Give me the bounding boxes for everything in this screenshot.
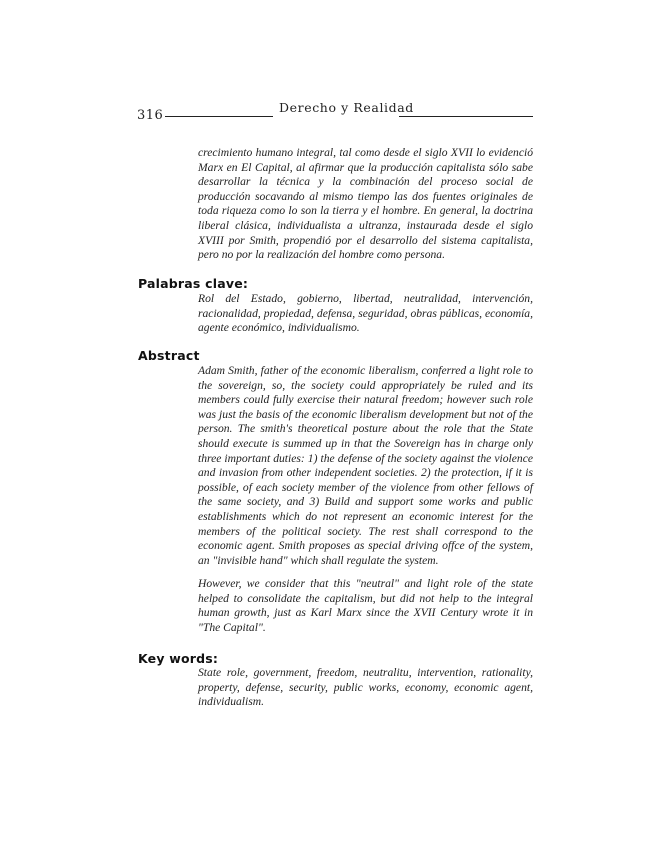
header-rule-right xyxy=(399,116,533,117)
running-header xyxy=(137,100,533,122)
palabras-clave-heading: Palabras clave: xyxy=(138,276,249,291)
intro-paragraph: crecimiento humano integral, tal como desde el siglo XVII lo evidenció Marx en El Capital, al afirmar que la producción capitalista sólo sabe desarrollar la técnica y la combinación del proceso social de producción socavando al mismo tiempo las dos fuentes originales de toda riqueza como lo son la tierra y el hombre. En general, la doctrina liberal clásica, individualista a ultranza, instaurada desde el siglo XVIII por Smith, propendió por el desarrollo del sistema capitalista, pero no por la realización del hombre como persona. xyxy=(198,146,533,262)
abstract-paragraph-1: Adam Smith, father of the economic liberalism, conferred a light role to the sovereign, so, the society could appropriately be ruled and its members could fully exercise their natural freedom; however such role was just the basis of the economic liberalism development but not of the person. The smith's theoretical posture about the role that the State should execute is summed up in that the Sovereign has in charge only three important duties: 1) the defense of the society against the violence and invasion from other independent societies. 2) the protection, if it is possible, of each society member of the violence from other fellows of the same society, and 3) Build and support some works and public establishments which do not represent an economic interest for the members of the political society. The rest shall correspond to the economic agent. Smith proposes as special driving offce of the system, an "invisible hand" which shall regulate the system. xyxy=(198,364,533,567)
abstract-paragraph-2: However, we consider that this "neutral" and light role of the state helped to consolidate the capitalism, but did not help to the integral human growth, just as Karl Marx since the XVII Century wrote it in "The Capital". xyxy=(198,577,533,634)
page-number: 316 xyxy=(137,108,164,123)
palabras-clave-text: Rol del Estado, gobierno, libertad, neutralidad, intervención, racionalidad, propiedad, defensa, seguridad, obras públicas, economía, agente económico, individualismo. xyxy=(198,292,533,335)
abstract-heading: Abstract xyxy=(138,348,200,363)
key-words-text: State role, government, freedom, neutralitu, intervention, rationality, property, defense, security, public works, economy, economic agent, individualism. xyxy=(198,666,533,709)
running-title: Derecho y Realidad xyxy=(279,100,414,115)
key-words-heading: Key words: xyxy=(138,651,219,666)
header-rule-left xyxy=(165,116,273,117)
